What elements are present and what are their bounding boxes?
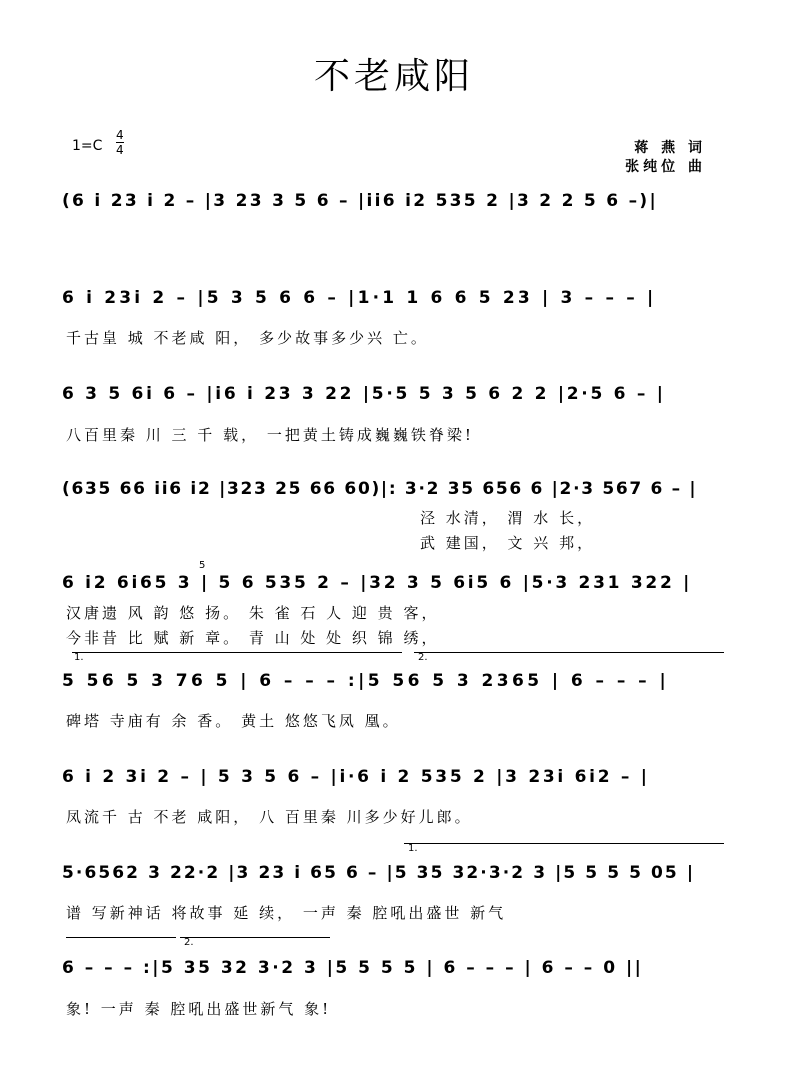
system-3-notes: 6 3 5 6i 6 – |i6 i 23 3 22 |5·5 5 3 5 6 2 2 |2·5 6 – | bbox=[62, 384, 666, 404]
system-9-notes: 6 – – – :|5 35 32 3·2 3 |5 5 5 5 | 6 – – – | 6 – – 0 || bbox=[62, 958, 644, 978]
system-5-lyrics-verse1: 汉唐遗 风 韵 悠 扬。 朱 雀 石 人 迎 贵 客， bbox=[66, 604, 440, 622]
composer-credit: 张纯位 曲 bbox=[625, 159, 706, 175]
system-7-notes: 6 i 2 3i 2 – | 5 3 5 6 – |i·6 i 2 535 2 |3 23i 6i2 – | bbox=[62, 767, 650, 787]
system-8-lyrics: 谱 写新神话 将故事 延 续， 一声 秦 腔吼出盛世 新气 bbox=[66, 904, 507, 922]
system-1-notes: (6 i 23 i 2 – |3 23 3 5 6 – |ii6 i2 535 2 |3 2 2 5 6 –)| bbox=[62, 191, 658, 211]
time-numerator: 4 bbox=[116, 128, 124, 142]
end-bracket bbox=[66, 937, 176, 938]
volta-1-label-b: 1. bbox=[408, 843, 418, 854]
volta-1-bracket bbox=[72, 652, 402, 653]
volta-2-label: 2. bbox=[418, 652, 428, 663]
volta-2-bracket-b bbox=[180, 937, 330, 938]
system-4-lyrics-verse2: 武 建国， 文 兴 邦， bbox=[420, 534, 596, 552]
volta-2-bracket bbox=[414, 652, 724, 653]
fermata-mark: 5 bbox=[199, 560, 206, 571]
system-7-lyrics: 凤流千 古 不老 咸阳， 八 百里秦 川多少好儿郎。 bbox=[66, 808, 473, 826]
system-6-lyrics: 碑塔 寺庙有 余 香。 黄土 悠悠飞凤 凰。 bbox=[66, 712, 401, 730]
system-4-notes: (635 66 ii6 i2 |323 25 66 60)|: 3·2 35 656 6 |2·3 567 6 – | bbox=[62, 479, 698, 499]
system-3-lyrics: 八百里秦 川 三 千 载， 一把黄土铸成巍巍铁脊梁! bbox=[66, 426, 474, 444]
system-2-lyrics: 千古皇 城 不老咸 阳， 多少故事多少兴 亡。 bbox=[66, 329, 429, 347]
volta-1-bracket-b bbox=[404, 843, 724, 844]
key-signature: 1=C bbox=[72, 138, 103, 154]
time-denominator: 4 bbox=[116, 143, 124, 157]
system-4-lyrics-verse1: 泾 水清， 渭 水 长， bbox=[420, 509, 596, 527]
volta-1-label: 1. bbox=[74, 652, 84, 663]
song-title: 不老咸阳 bbox=[313, 56, 474, 97]
system-5-notes: 6 i2 6i65 3 | 5 6 535 2 – |32 3 5 6i5 6 |5·3 231 322 | bbox=[62, 573, 693, 593]
system-2-notes: 6 i 23i 2 – |5 3 5 6 6 – |1·1 1 6 6 5 23 | 3 – – – | bbox=[62, 288, 657, 308]
volta-2-label-b: 2. bbox=[184, 937, 194, 948]
system-6-notes: 5 56 5 3 76 5 | 6 – – – :|5 56 5 3 2365 | 6 – – – | bbox=[62, 671, 670, 691]
system-9-lyrics: 象! 一声 秦 腔吼出盛世新气 象! bbox=[66, 1000, 332, 1018]
system-8-notes: 5·6562 3 22·2 |3 23 i 65 6 – |5 35 32·3·2 3 |5 5 5 5 05 | bbox=[62, 863, 696, 883]
system-5-lyrics-verse2: 今非昔 比 赋 新 章。 青 山 处 处 织 锦 绣， bbox=[66, 629, 440, 647]
time-signature bbox=[116, 128, 124, 157]
lyricist-credit: 蒋 燕 词 bbox=[634, 140, 706, 156]
